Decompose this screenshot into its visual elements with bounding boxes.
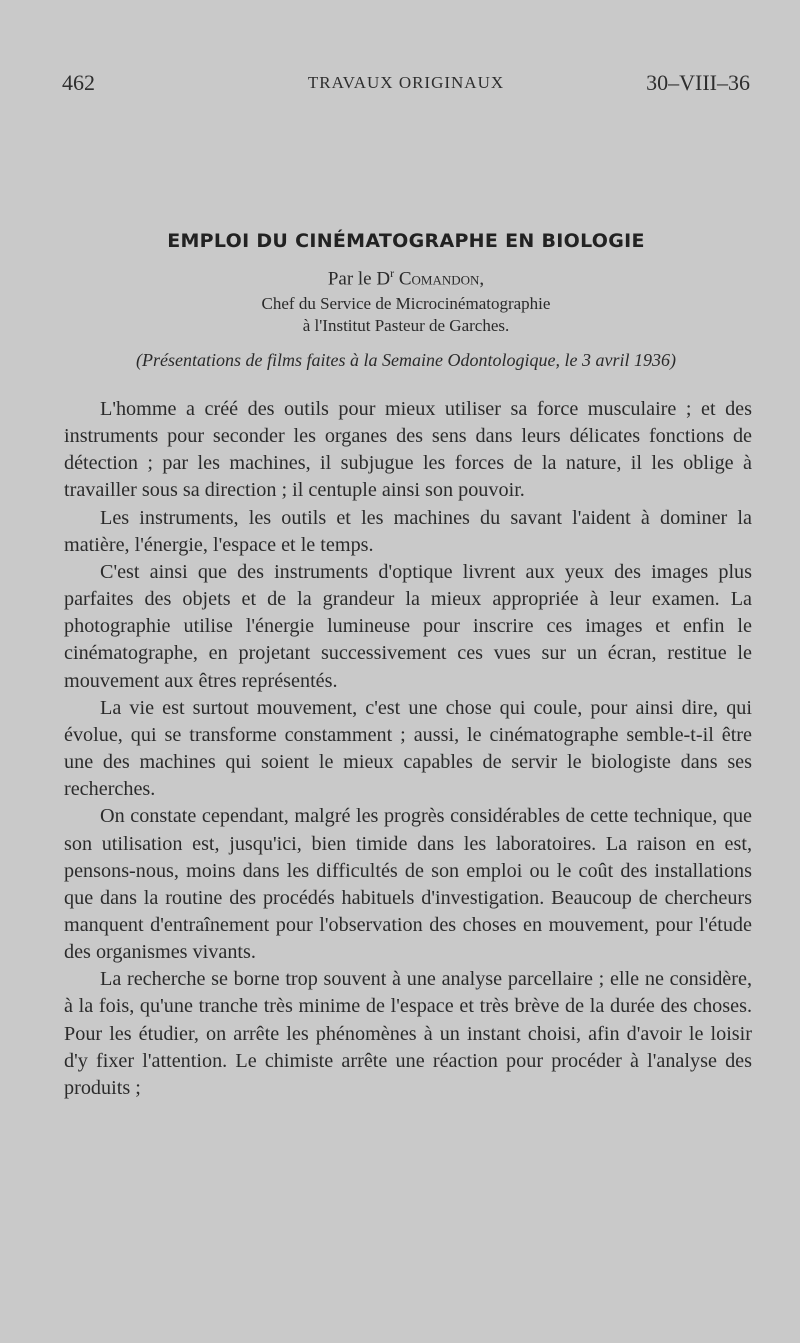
paragraph-2: Les instruments, les outils et les machines du savant l'aident à dominer la matière, l'énergie, l'espace et le temps. — [64, 506, 752, 556]
article-body — [64, 396, 752, 1102]
paragraph-3: C'est ainsi que des instruments d'optique livrent aux yeux des images plus parfaites des objets et de la grandeur la mieux appropriée à leur examen. La photographie utilise l'énergie lumineuse pour inscrire ces images et enfin le cinématographe, en projetant successivement ces vues sur un écran, restitue le mouvement aux êtres représentés. — [64, 560, 752, 692]
byline-prefix: Par le D — [327, 268, 391, 290]
author-name: Comandon, — [398, 268, 485, 290]
page-header — [62, 70, 750, 100]
paragraph-4: La vie est surtout mouvement, c'est une chose qui coule, pour ainsi dire, qui évolue, qui se transforme constamment ; aussi, le cinématographe semble-t-il être une des machines qui soient le mieux capables de servir le biologiste dans ses recherches. — [64, 696, 752, 801]
paragraph-1: L'homme a créé des outils pour mieux utiliser sa force musculaire ; et des instruments pour seconder les organes des sens dans leurs délicates fonctions de détection ; par les machines, il subjugue les forces de la nature, il les oblige à travailler sous sa direction ; il centuple ainsi son pouvoir. — [64, 398, 752, 502]
article-title: EMPLOI DU CINÉMATOGRAPHE EN BIOLOGIE — [167, 230, 645, 252]
issue-date: 30–VIII–36 — [646, 70, 750, 95]
paragraph-6: La recherche se borne trop souvent à une analyse parcellaire ; elle ne considère, à la fois, qu'une tranche très minime de l'espace et très brève de la durée des choses. Pour les étudier, on arrête les phénomènes à un instant choisi, afin d'avoir le loisir d'y fixer l'attention. Le chimiste arrête une réaction pour procéder à l'analyse des produits ; — [64, 968, 752, 1099]
affiliation-line-2: à l'Institut Pasteur de Garches. — [302, 316, 510, 335]
running-head: TRAVAUX ORIGINAUX — [307, 73, 505, 92]
affiliation-line-1: Chef du Service de Microcinématographie — [261, 294, 551, 313]
byline-superscript: r — [390, 266, 395, 280]
presentation-note: (Présentations de films faites à la Semaine Odontologique, le 3 avril 1936) — [136, 350, 676, 370]
byline — [60, 266, 752, 290]
page-number: 462 — [62, 70, 95, 95]
paragraph-5: On constate cependant, malgré les progrès considérables de cette technique, que son utilisation est, jusqu'ici, bien timide dans les laboratoires. La raison en est, pensons-nous, moins dans les difficultés de son emploi ou le coût des installations que dans la routine des procédés habituels d'investigation. Beaucoup de chercheurs manquent d'entraînement pour l'observation des choses en mouvement, pour l'étude des organismes vivants. — [64, 805, 752, 964]
